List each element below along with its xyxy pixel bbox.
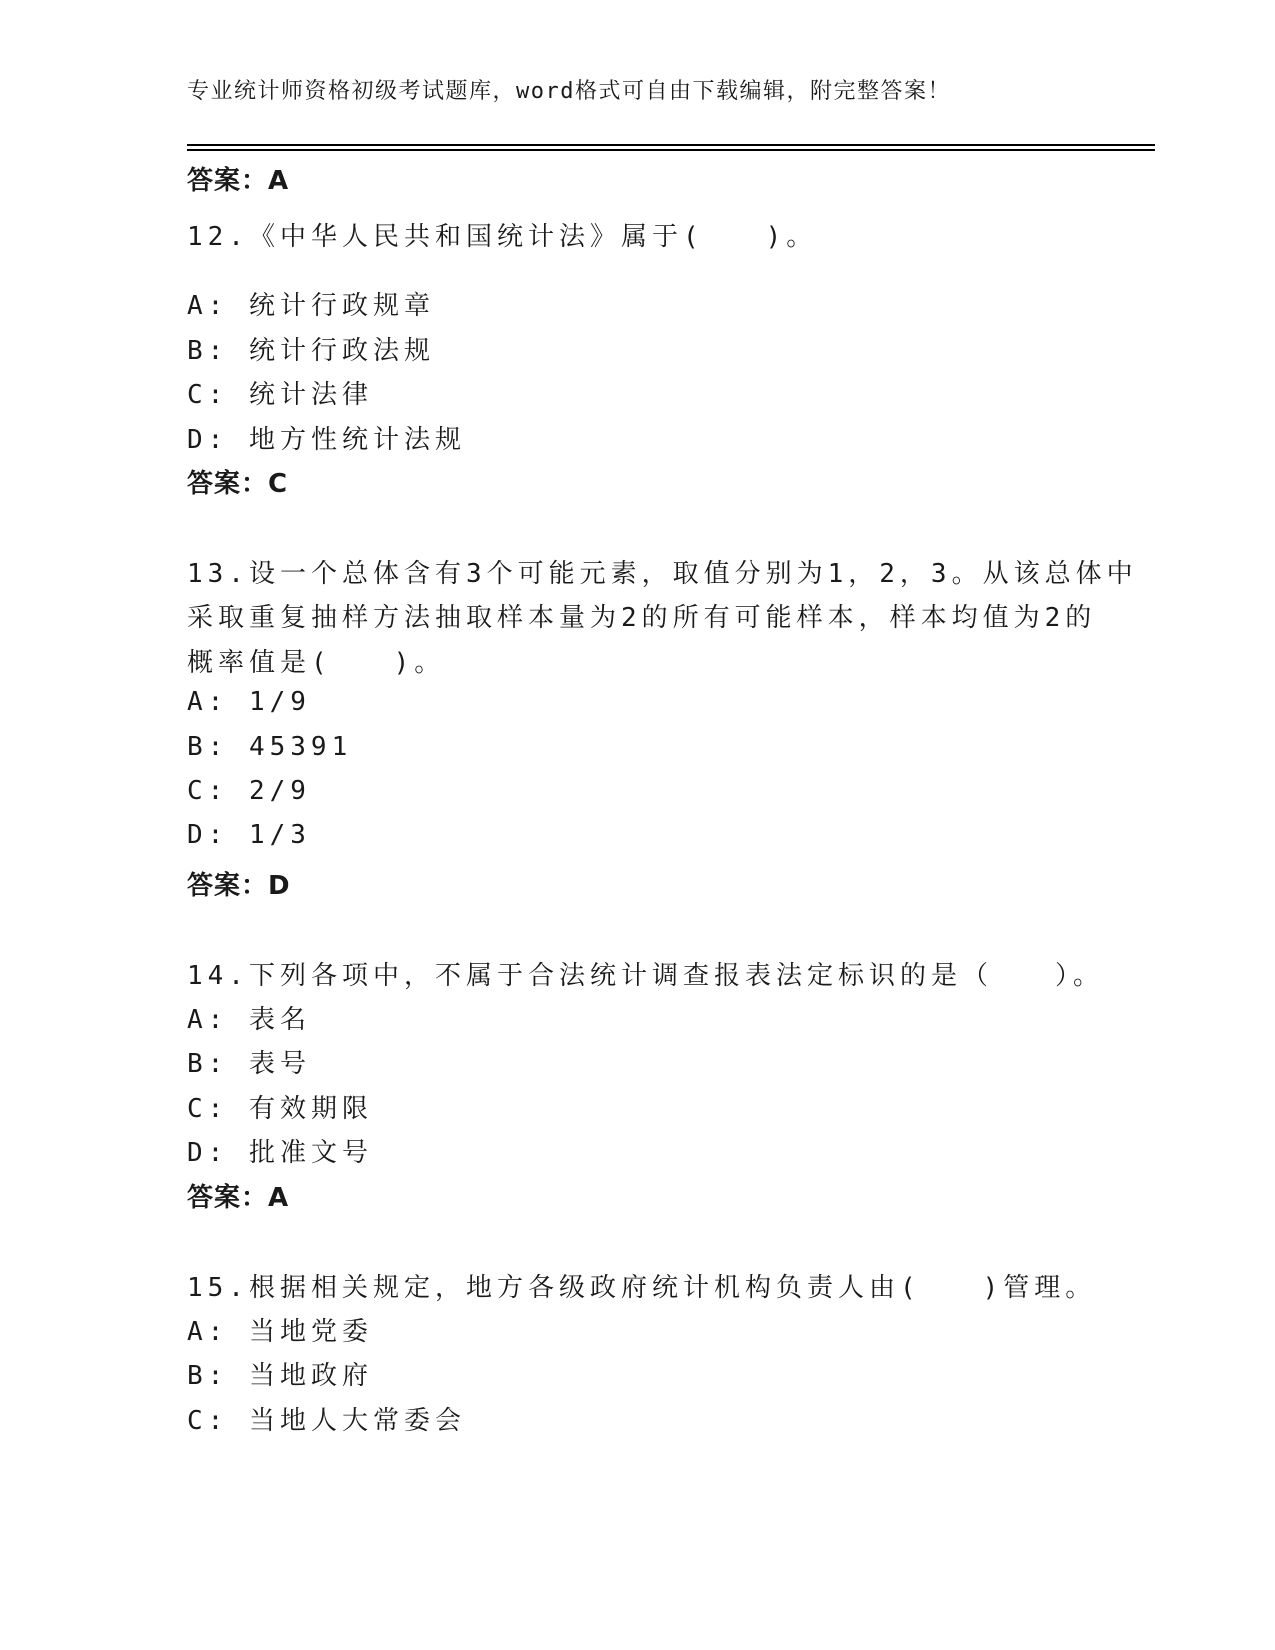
question-13-option-b: B: 45391 <box>187 732 353 762</box>
question-13-answer: 答案：D <box>187 871 291 901</box>
question-15-option-b: B: 当地政府 <box>187 1361 373 1391</box>
question-14-option-d: D: 批准文号 <box>187 1138 373 1168</box>
question-12-option-d: D: 地方性统计法规 <box>187 425 466 455</box>
question-13-stem-line-1: 13.设一个总体含有3个可能元素，取值分别为1，2，3。从该总体中 <box>187 559 1138 589</box>
header-rule-thick <box>187 144 1155 146</box>
question-13-stem-line-3: 概率值是( )。 <box>187 648 446 678</box>
header-rule-thin <box>187 149 1155 151</box>
question-15-option-a: A: 当地党委 <box>187 1317 373 1347</box>
question-15-stem: 15.根据相关规定，地方各级政府统计机构负责人由( )管理。 <box>187 1273 1097 1303</box>
question-12-option-c: C: 统计法律 <box>187 380 373 410</box>
question-13-option-c: C: 2/9 <box>187 776 311 806</box>
question-12-stem: 12.《中华人民共和国统计法》属于( )。 <box>187 222 818 252</box>
question-12-option-a: A: 统计行政规章 <box>187 291 435 321</box>
question-14-option-c: C: 有效期限 <box>187 1094 373 1124</box>
question-14-answer: 答案：A <box>187 1183 290 1213</box>
question-12-option-b: B: 统计行政法规 <box>187 336 435 366</box>
question-14-stem: 14.下列各项中，不属于合法统计调查报表法定标识的是（ ）。 <box>187 961 1104 991</box>
page-header: 专业统计师资格初级考试题库，word格式可自由下载编辑，附完整答案！ <box>187 79 951 104</box>
question-12-answer: 答案：C <box>187 469 289 499</box>
question-15-option-c: C: 当地人大常委会 <box>187 1406 466 1436</box>
question-13-option-a: A: 1/9 <box>187 687 311 717</box>
question-14-option-b: B: 表号 <box>187 1049 311 1079</box>
question-13-stem-line-2: 采取重复抽样方法抽取样本量为2的所有可能样本，样本均值为2的 <box>187 603 1097 633</box>
question-13-option-d: D: 1/3 <box>187 820 311 850</box>
answer-prev: 答案：A <box>187 166 290 196</box>
question-14-option-a: A: 表名 <box>187 1005 311 1035</box>
